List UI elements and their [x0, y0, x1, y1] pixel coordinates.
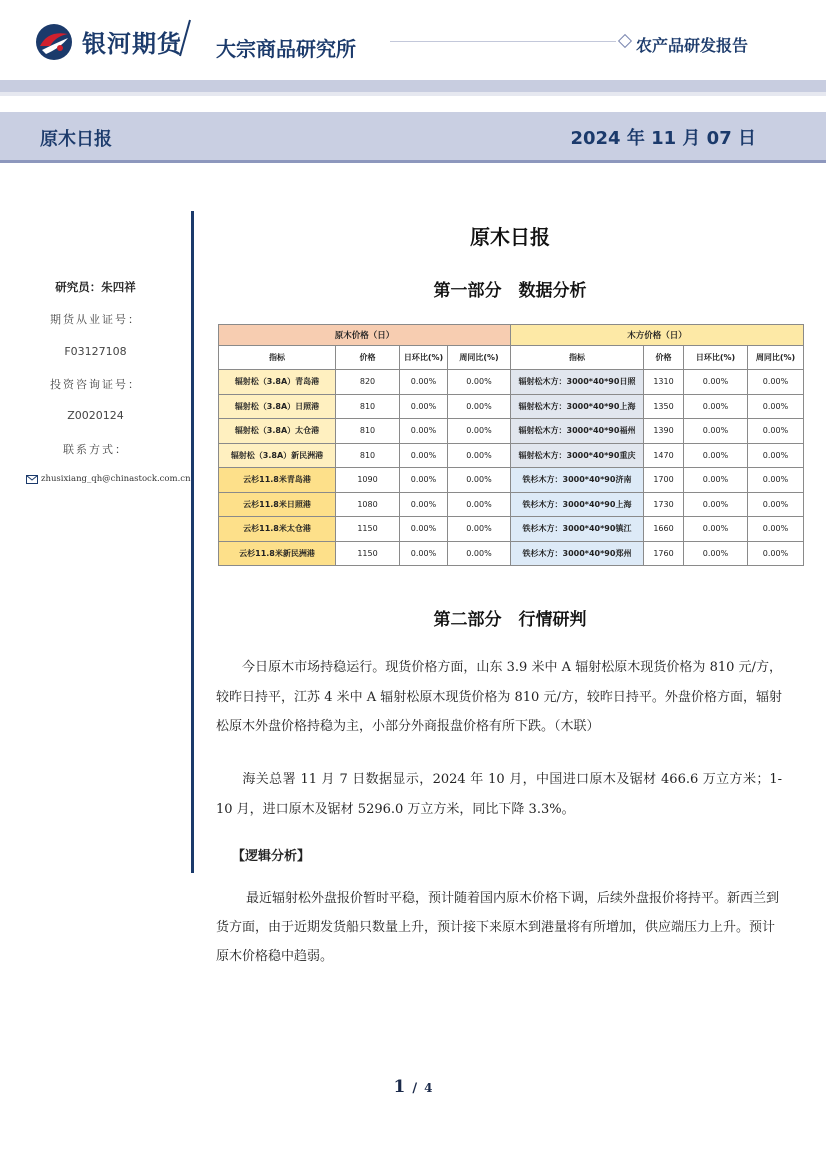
log-price-cell: 810 [336, 394, 400, 419]
wood-name-cell: 铁杉木方：3000*40*90镇江 [511, 517, 644, 542]
log-dod-cell: 0.00% [400, 394, 448, 419]
title-bar-edge [0, 160, 826, 163]
log-name-cell: 辐射松（3.8A）新民洲港 [219, 443, 336, 468]
log-name-cell: 云杉11.8米太仓港 [219, 517, 336, 542]
log-wow-cell: 0.00% [448, 492, 511, 517]
wood-wow-cell: 0.00% [748, 517, 804, 542]
wood-dod-cell: 0.00% [684, 443, 748, 468]
wood-dod-cell: 0.00% [684, 419, 748, 444]
wood-price-cell: 1390 [644, 419, 684, 444]
paragraph-text: 今日原木市场持稳运行。现货价格方面，山东 3.9 米中 A 辐射松原木现货价格为 810 元/方，较昨日持平，江苏 4 米中 A 辐射松原木现货价格为 810 元/方，较昨日持平。外盘价格方面，辐射松原木外盘价格持稳为主，小部分外商报盘价格有所下跌。（木联） [216, 660, 782, 734]
col-header: 日环比(%) [400, 346, 448, 370]
log-price-group-header: 原木价格（日） [219, 325, 511, 346]
wood-wow-cell: 0.00% [748, 394, 804, 419]
brand-name: 银河期货 [82, 30, 182, 58]
log-dod-cell: 0.00% [400, 468, 448, 493]
total-pages: 4 [424, 1081, 433, 1095]
col-header: 日环比(%) [684, 346, 748, 370]
wood-dod-cell: 0.00% [684, 370, 748, 395]
wood-wow-cell: 0.00% [748, 443, 804, 468]
log-price-cell: 1090 [336, 468, 400, 493]
log-dod-cell: 0.00% [400, 517, 448, 542]
wood-name-cell: 铁杉木方：3000*40*90上海 [511, 492, 644, 517]
col-header: 指标 [511, 346, 644, 370]
main-title: 原木日报 [470, 225, 550, 249]
log-price-cell: 820 [336, 370, 400, 395]
table-row [219, 419, 804, 444]
wood-price-cell: 1310 [644, 370, 684, 395]
wood-name-cell: 铁杉木方：3000*40*90郑州 [511, 541, 644, 566]
market-paragraph-1 [216, 653, 782, 742]
log-name-cell: 云杉11.8米新民洲港 [219, 541, 336, 566]
table-row [219, 541, 804, 566]
log-dod-cell: 0.00% [400, 492, 448, 517]
wood-wow-cell: 0.00% [748, 419, 804, 444]
table-row [219, 517, 804, 542]
wood-price-cell: 1470 [644, 443, 684, 468]
header-rule [390, 41, 616, 42]
table-row [219, 492, 804, 517]
log-wow-cell: 0.00% [448, 394, 511, 419]
header-slash [178, 18, 192, 58]
galaxy-logo-icon [34, 22, 74, 62]
table-row [219, 394, 804, 419]
table-row [219, 468, 804, 493]
log-price-cell: 1150 [336, 517, 400, 542]
col-header: 周同比(%) [448, 346, 511, 370]
futures-cert-label: 期货从业证号： [50, 313, 141, 326]
log-name-cell: 辐射松（3.8A）青岛港 [219, 370, 336, 395]
log-name-cell: 辐射松（3.8A）日照港 [219, 394, 336, 419]
wood-name-cell: 辐射松木方：3000*40*90上海 [511, 394, 644, 419]
wood-dod-cell: 0.00% [684, 541, 748, 566]
advisory-cert-number: Z0020124 [67, 409, 124, 422]
paragraph-text: 海关总署 11 月 7 日数据显示，2024 年 10 月，中国进口原木及锯材 466.6 万立方米；1-10 月，进口原木及锯材 5296.0 万立方米，同比下降 3.3%。 [216, 772, 782, 817]
contact-label: 联系方式： [63, 443, 128, 456]
log-wow-cell: 0.00% [448, 468, 511, 493]
institute-name: 大宗商品研究所 [216, 37, 356, 61]
wood-wow-cell: 0.00% [748, 541, 804, 566]
table-row [219, 443, 804, 468]
col-header: 指标 [219, 346, 336, 370]
paragraph-text: 最近辐射松外盘报价暂时平稳，预计随着国内原木价格下调，后续外盘报价将持平。新西兰到货方面，由于近期发货船只数量上升，预计接下来原木到港量将有所增加，供应端压力上升。预计原木价格稳中趋弱。 [216, 891, 780, 964]
log-price-cell: 1080 [336, 492, 400, 517]
col-header: 周同比(%) [748, 346, 804, 370]
logic-paragraph [216, 884, 782, 971]
log-name-cell: 云杉11.8米青岛港 [219, 468, 336, 493]
current-page: 1 [393, 1077, 406, 1097]
sidebar-divider [191, 211, 194, 873]
log-wow-cell: 0.00% [448, 443, 511, 468]
log-dod-cell: 0.00% [400, 443, 448, 468]
wood-wow-cell: 0.00% [748, 492, 804, 517]
wood-name-cell: 辐射松木方：3000*40*90福州 [511, 419, 644, 444]
wood-price-cell: 1700 [644, 468, 684, 493]
section-heading-market: 第二部分 行情研判 [433, 610, 587, 630]
report-type: 农产品研发报告 [636, 36, 749, 55]
log-price-cell: 810 [336, 443, 400, 468]
wood-wow-cell: 0.00% [748, 468, 804, 493]
log-wow-cell: 0.00% [448, 419, 511, 444]
col-header: 价格 [336, 346, 400, 370]
log-dod-cell: 0.00% [400, 370, 448, 395]
market-paragraph-2 [216, 765, 782, 824]
report-name: 原木日报 [40, 129, 112, 150]
header-band-light [0, 92, 826, 96]
log-wow-cell: 0.00% [448, 370, 511, 395]
wood-wow-cell: 0.00% [748, 370, 804, 395]
log-dod-cell: 0.00% [400, 541, 448, 566]
section-heading-data: 第一部分 数据分析 [433, 281, 587, 301]
log-name-cell: 辐射松（3.8A）太仓港 [219, 419, 336, 444]
wood-price-group-header: 木方价格（日） [511, 325, 804, 346]
mail-icon [26, 475, 38, 484]
table-row [219, 370, 804, 395]
futures-cert-number: F03127108 [64, 345, 127, 358]
log-dod-cell: 0.00% [400, 419, 448, 444]
researcher-name: 研究员：朱四祥 [55, 280, 136, 294]
wood-price-cell: 1350 [644, 394, 684, 419]
log-price-cell: 810 [336, 419, 400, 444]
col-header: 价格 [644, 346, 684, 370]
advisory-cert-label: 投资咨询证号： [50, 378, 141, 391]
wood-dod-cell: 0.00% [684, 468, 748, 493]
page-separator: / [412, 1081, 418, 1096]
diamond-icon [618, 34, 632, 48]
price-table [218, 324, 804, 566]
log-wow-cell: 0.00% [448, 541, 511, 566]
log-price-cell: 1150 [336, 541, 400, 566]
report-date: 2024 年 11 月 07 日 [570, 128, 756, 149]
wood-name-cell: 辐射松木方：3000*40*90日照 [511, 370, 644, 395]
wood-dod-cell: 0.00% [684, 492, 748, 517]
log-name-cell: 云杉11.8米日照港 [219, 492, 336, 517]
email-text[interactable]: zhusixiang_qh@chinastock.com.cn [41, 474, 191, 484]
wood-price-cell: 1660 [644, 517, 684, 542]
wood-name-cell: 铁杉木方：3000*40*90济南 [511, 468, 644, 493]
report-header [0, 0, 826, 80]
page-number [0, 1077, 826, 1097]
log-wow-cell: 0.00% [448, 517, 511, 542]
wood-dod-cell: 0.00% [684, 394, 748, 419]
wood-price-cell: 1760 [644, 541, 684, 566]
header-band [0, 80, 826, 92]
wood-price-cell: 1730 [644, 492, 684, 517]
wood-name-cell: 辐射松木方：3000*40*90重庆 [511, 443, 644, 468]
contact-email[interactable] [26, 474, 191, 484]
logic-analysis-heading: 【逻辑分析】 [232, 849, 311, 864]
wood-dod-cell: 0.00% [684, 517, 748, 542]
